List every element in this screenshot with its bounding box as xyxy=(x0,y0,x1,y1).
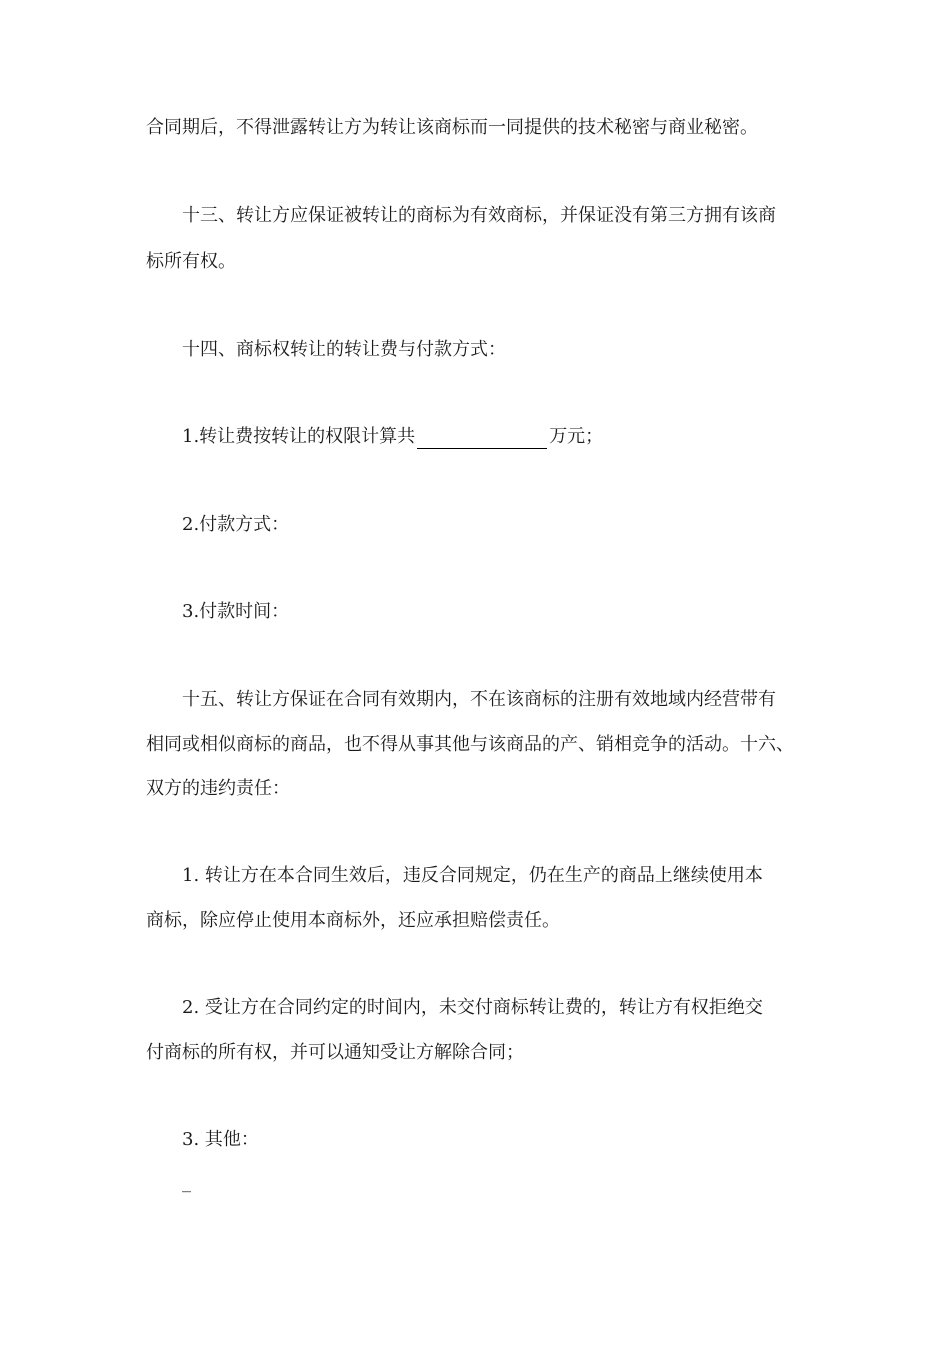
fee-line xyxy=(182,425,603,449)
trailing-blank: _ xyxy=(182,1172,191,1193)
fee-label: 1.转让费按转让的权限计算共 xyxy=(182,426,416,447)
liability-3-line: 3. 其他： xyxy=(182,1129,259,1150)
clause-14-heading: 十四、商标权转让的转让费与付款方式： xyxy=(182,339,506,360)
payment-method-line: 2.付款方式： xyxy=(182,514,290,535)
fee-unit: 万元； xyxy=(549,426,604,447)
clause-15-line-2: 相同或相似商标的商品，也不得从事其他与该商品的产、销相竞争的活动。十六、 xyxy=(146,734,794,755)
liability-2-line-1: 2. 受让方在合同约定的时间内，未交付商标转让费的，转让方有权拒绝交 xyxy=(182,997,763,1018)
fee-blank[interactable] xyxy=(417,428,547,449)
liability-2-line-2: 付商标的所有权，并可以通知受让方解除合同； xyxy=(146,1042,524,1063)
liability-1-line-2: 商标，除应停止使用本商标外，还应承担赔偿责任。 xyxy=(146,910,560,931)
clause-13-line-2: 标所有权。 xyxy=(146,251,236,272)
clause-15-line-1: 十五、转让方保证在合同有效期内，不在该商标的注册有效地域内经营带有 xyxy=(182,689,776,710)
clause-16-heading: 双方的违约责任： xyxy=(146,778,290,799)
payment-time-line: 3.付款时间： xyxy=(182,601,290,622)
clause-13-line-1: 十三、转让方应保证被转让的商标为有效商标，并保证没有第三方拥有该商 xyxy=(182,205,776,226)
paragraph-line: 合同期后，不得泄露转让方为转让该商标而一同提供的技术秘密与商业秘密。 xyxy=(146,117,758,138)
liability-1-line-1: 1. 转让方在本合同生效后，违反合同规定，仍在生产的商品上继续使用本 xyxy=(182,865,763,886)
